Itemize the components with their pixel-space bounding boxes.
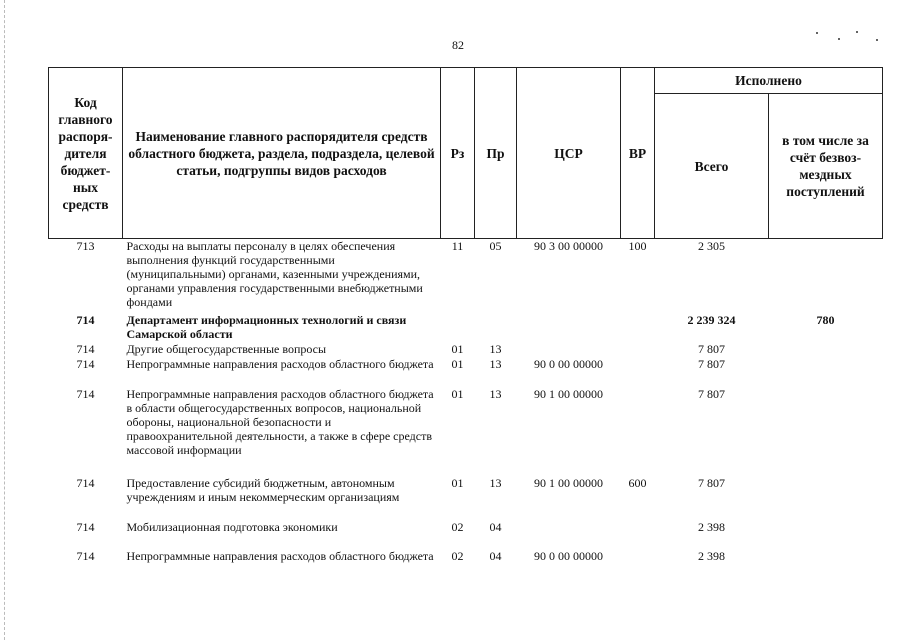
cell-name: Мобилизационная подготовка экономики bbox=[126, 519, 338, 534]
cell-rz bbox=[441, 313, 475, 342]
cell-total: 7 807 bbox=[698, 386, 725, 401]
cell-free bbox=[769, 549, 883, 579]
cell-csr bbox=[517, 520, 621, 549]
budget-table bbox=[48, 67, 883, 579]
cell-vr bbox=[621, 387, 655, 476]
table-row bbox=[49, 342, 883, 357]
cell-code: 713 bbox=[76, 239, 95, 253]
cell-total: 7 807 bbox=[698, 341, 725, 356]
cell-code: 714 bbox=[76, 548, 95, 563]
cell-vr bbox=[621, 357, 655, 387]
cell-free bbox=[769, 520, 883, 549]
cell-name: Непрограммные направления расходов областного бюджета в области общегосударственных вопросов, национальной обороны, национальной безопасности и правоохранительной деятельности, а также в сфере средств массовой информации bbox=[126, 386, 434, 457]
cell-csr: 90 0 00 00000 bbox=[534, 548, 603, 563]
cell-csr bbox=[517, 313, 621, 342]
cell-free bbox=[769, 476, 883, 520]
table-row bbox=[49, 520, 883, 549]
cell-pr: 13 bbox=[489, 475, 502, 490]
cell-pr: 13 bbox=[489, 341, 502, 356]
cell-name: Другие общегосударственные вопросы bbox=[126, 341, 327, 356]
cell-vr bbox=[621, 520, 655, 549]
header-incl-free: в том числе за счёт безвоз-мездных поступлений bbox=[769, 94, 883, 239]
table-row bbox=[49, 357, 883, 387]
cell-rz: 01 bbox=[451, 475, 464, 490]
header-total: Всего bbox=[655, 94, 769, 239]
table-row bbox=[49, 387, 883, 476]
header-csr: ЦСР bbox=[517, 68, 621, 239]
cell-vr: 100 bbox=[628, 239, 647, 253]
table-row bbox=[49, 313, 883, 342]
cell-csr: 90 1 00 00000 bbox=[534, 475, 603, 490]
cell-pr: 13 bbox=[489, 386, 502, 401]
cell-code: 714 bbox=[76, 519, 95, 534]
header-rz: Рз bbox=[441, 68, 475, 239]
cell-total: 2 305 bbox=[698, 239, 725, 253]
table-row bbox=[49, 239, 883, 313]
header-executed: Исполнено bbox=[655, 68, 883, 94]
cell-rz: 02 bbox=[451, 548, 464, 563]
cell-pr: 13 bbox=[489, 356, 502, 371]
cell-code: 714 bbox=[76, 356, 95, 371]
table-row bbox=[49, 549, 883, 579]
cell-total: 2 239 324 bbox=[687, 312, 736, 327]
cell-pr bbox=[475, 313, 517, 342]
cell-total: 2 398 bbox=[698, 519, 725, 534]
cell-csr: 90 1 00 00000 bbox=[534, 386, 603, 401]
cell-name: Непрограммные направления расходов областного бюджета bbox=[126, 356, 434, 371]
cell-name: Расходы на выплаты персоналу в целях обеспечения выполнения функций государственными (муниципальными) органами, казенными учреждениями, органами управления государственными внебюджетными фондами bbox=[126, 239, 423, 309]
cell-vr bbox=[621, 342, 655, 357]
cell-rz: 01 bbox=[451, 386, 464, 401]
cell-total: 7 807 bbox=[698, 356, 725, 371]
cell-pr: 04 bbox=[489, 519, 502, 534]
cell-name: Предоставление субсидий бюджетным, автономным учреждениям и иным некоммерческим организациям bbox=[126, 475, 400, 504]
cell-vr: 600 bbox=[628, 475, 647, 490]
cell-rz: 01 bbox=[451, 356, 464, 371]
cell-rz: 02 bbox=[451, 519, 464, 534]
table-row bbox=[49, 476, 883, 520]
page-number: 82 bbox=[452, 38, 464, 52]
cell-vr bbox=[621, 313, 655, 342]
header-name: Наименование главного распорядителя средств областного бюджета, раздела, подраздела, целевой статьи, подгруппы видов расходов bbox=[123, 68, 441, 239]
scan-edge-line bbox=[4, 0, 5, 640]
table-header bbox=[49, 68, 883, 239]
cell-vr bbox=[621, 549, 655, 579]
header-vr: ВР bbox=[621, 68, 655, 239]
cell-rz: 01 bbox=[451, 341, 464, 356]
header-code: Код главного распоря-дителя бюджет-ных средств bbox=[49, 68, 123, 239]
cell-free bbox=[769, 357, 883, 387]
cell-total: 2 398 bbox=[698, 548, 725, 563]
cell-code: 714 bbox=[76, 341, 95, 356]
cell-csr: 90 3 00 00000 bbox=[534, 239, 603, 253]
cell-pr: 04 bbox=[489, 548, 502, 563]
cell-csr bbox=[517, 342, 621, 357]
cell-total: 7 807 bbox=[698, 475, 725, 490]
cell-free bbox=[769, 239, 883, 313]
header-pr: Пр bbox=[475, 68, 517, 239]
cell-code: 714 bbox=[76, 475, 95, 490]
table-body bbox=[49, 239, 883, 579]
cell-name: Непрограммные направления расходов областного бюджета bbox=[126, 548, 434, 563]
cell-pr: 05 bbox=[489, 239, 502, 253]
cell-code: 714 bbox=[76, 386, 95, 401]
cell-free: 780 bbox=[816, 312, 835, 327]
cell-csr: 90 0 00 00000 bbox=[534, 356, 603, 371]
cell-name: Департамент информационных технологий и связи Самарской области bbox=[126, 312, 407, 341]
cell-code: 714 bbox=[76, 312, 95, 327]
cell-free bbox=[769, 342, 883, 357]
cell-rz: 11 bbox=[451, 239, 464, 253]
cell-free bbox=[769, 387, 883, 476]
scan-specks bbox=[810, 28, 890, 48]
